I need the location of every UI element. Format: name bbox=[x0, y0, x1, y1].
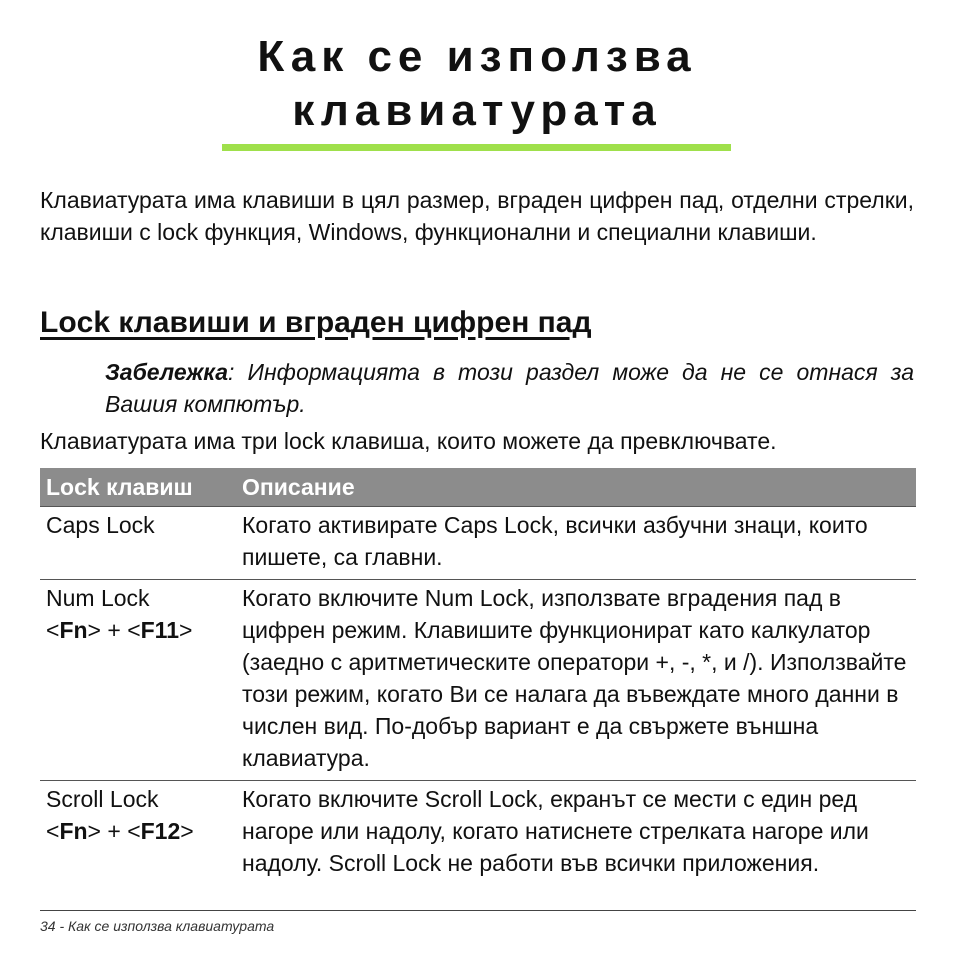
note-text: : Информацията в този раздел може да не се отнася за Вашия компютър. bbox=[105, 359, 914, 417]
table-row bbox=[40, 507, 916, 580]
key-cell bbox=[40, 580, 236, 781]
description-cell: Когато включите Num Lock, използвате вградения пад в цифрен режим. Клавишите функционират като калкулатор (заедно с аритметическите оператори +, -, *, и /). Използвайте този режим, когато Ви се налага да въвеждате много данни в числен вид. По-добър вариант е да свържете външна клавиатура. bbox=[236, 580, 916, 781]
key-combo: <Fn> + <F12> bbox=[46, 818, 194, 844]
description-cell: Когато включите Scroll Lock, екранът се мести с един ред нагоре или надолу, когато натиснете стрелката нагоре или надолу. Scroll Lock не работи във всички приложения. bbox=[236, 781, 916, 886]
combo-key: F12 bbox=[140, 818, 181, 844]
page-title bbox=[0, 30, 954, 138]
key-name: Caps Lock bbox=[46, 512, 155, 538]
lead-paragraph: Клавиатурата има три lock клавиша, които можете да превключвате. bbox=[40, 428, 777, 454]
table-header-row bbox=[40, 468, 916, 507]
key-cell bbox=[40, 507, 236, 580]
page-title-line-1: Как се използва bbox=[257, 32, 697, 81]
description-cell: Когато активирате Caps Lock, всички азбучни знаци, които пишете, са главни. bbox=[236, 507, 916, 580]
key-name: Scroll Lock bbox=[46, 786, 159, 812]
key-cell bbox=[40, 781, 236, 886]
section-heading: Lock клавиши и вграден цифрен пад bbox=[40, 306, 592, 339]
lock-keys-table bbox=[40, 468, 916, 885]
intro-paragraph: Клавиатурата има клавиши в цял размер, вграден цифрен пад, отделни стрелки, клавиши с lock функция, Windows, функционални и специални клавиши. bbox=[40, 187, 914, 245]
combo-modifier: Fn bbox=[59, 617, 88, 643]
key-name: Num Lock bbox=[46, 585, 150, 611]
table-row bbox=[40, 580, 916, 781]
key-combo: <Fn> + <F11> bbox=[46, 617, 193, 643]
page-footer: 34 - Как се използва клавиатурата bbox=[40, 918, 275, 934]
page-title-line-2: клавиатурата bbox=[292, 86, 662, 135]
note-label: Забележка bbox=[105, 359, 229, 385]
table-header-description: Описание bbox=[236, 468, 916, 507]
title-accent-rule bbox=[222, 144, 731, 151]
table-header-key: Lock клавиш bbox=[40, 468, 236, 507]
footer-rule bbox=[40, 910, 916, 911]
combo-key: F11 bbox=[140, 617, 179, 643]
combo-modifier: Fn bbox=[59, 818, 88, 844]
note-paragraph bbox=[105, 356, 914, 420]
table-row bbox=[40, 781, 916, 886]
